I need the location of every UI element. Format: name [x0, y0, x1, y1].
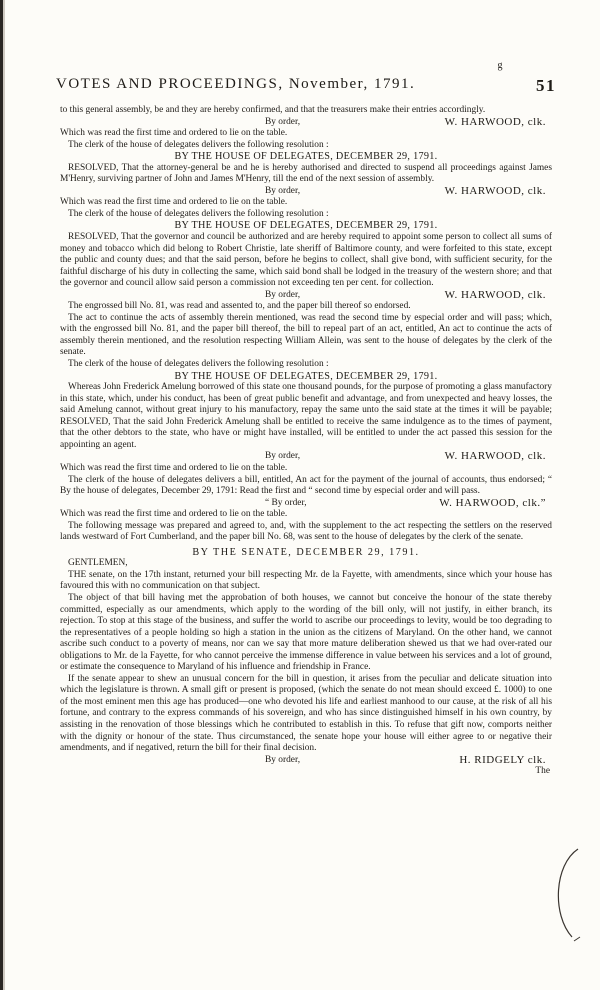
- page-edge-rule: [0, 0, 7, 990]
- paragraph: Which was read the first time and ordered to lie on the table.: [60, 462, 288, 473]
- resolution-heading: BY THE HOUSE OF DELEGATES, DECEMBER 29, 1791.: [174, 220, 438, 232]
- by-order-text: By order,: [265, 185, 301, 196]
- clerk-signature: W. HARWOOD, clk.”: [439, 496, 546, 509]
- paragraph: RESOLVED, That the attorney-general be and he is hereby authorised and directed to suspend all proceedings against James M'Henry, surviving partner of John and James M'Henry, till the end of the next session of assembly.: [60, 162, 552, 185]
- ink-flourish: [548, 845, 588, 945]
- clerk-signature: W. HARWOOD, clk.: [444, 288, 546, 301]
- clerk-signature: W. HARWOOD, clk.: [444, 115, 546, 128]
- paragraph: If the senate appear to shew an unusual concern for the bill in question, it arises from the peculiar and delicate situation into which the legislature is thrown. A small gift or present is proposed, (which the senate do not mean should exceed £. 1000) to one of the most eminent men this age has produced—one who devoted his life and earliest manhood to our cause, at the risk of all his fortune, and contrary to the express commands of his sovereign, and who has since distinguished himself in his own country, by assisting in the renovation of those blessings which he contributed to establish in this. To refuse that gift now, comports neither with the dignity or honour of the state. Thus circumstanced, the senate hope your house will either agree to or negative their amendments, and if negatived, return the bill for their final decision.: [60, 673, 552, 754]
- clerk-signature: H. RIDGELY clk.: [459, 753, 546, 766]
- by-order-text: By order,: [265, 116, 301, 127]
- paragraph: The object of that bill having met the approbation of both houses, we cannot but conceive the honour of the state thereby committed, especially as our amendments, which apply to the wording of the bill only, will not justify, in either branch, its rejection. To stop at this stage of the business, and suffer the world to ascribe our proceedings to levity, would be too degrading to the representatives of a people holding so high a station in the union as the citizens of Maryland. On the other hand, we cannot ascribe such conduct to a poverty of means, nor can we say that more mature deliberation shewed us that we had over-rated our obligations to Mr. de la Fayette, for who cannot perceive the immense difference in value between his services and a lot of ground, or estimate the consequence to Maryland of his influence and friendship in France.: [60, 592, 552, 673]
- resolution-heading: BY THE HOUSE OF DELEGATES, DECEMBER 29, 1791.: [174, 151, 438, 163]
- paragraph: Which was read the first time and ordered to lie on the table.: [60, 128, 288, 139]
- paragraph: Which was read the first time and ordered to lie on the table.: [60, 197, 288, 208]
- paragraph: to this general assembly, be and they are hereby confirmed, and that the treasurers make their entries accordingly.: [60, 105, 486, 115]
- by-order-text: By order,: [265, 451, 301, 462]
- senate-heading: BY THE SENATE, DECEMBER 29, 1791.: [192, 546, 420, 558]
- by-order-text: By order,: [265, 754, 301, 765]
- page-title: VOTES AND PROCEEDINGS, November, 1791.: [56, 76, 416, 92]
- paragraph: Which was read the first time and ordered to lie on the table.: [60, 509, 288, 520]
- signature-line: [60, 498, 552, 510]
- signature-line: [60, 451, 552, 463]
- document-body: [60, 105, 552, 778]
- clerk-signature: W. HARWOOD, clk.: [444, 184, 546, 197]
- signature-line: [60, 117, 552, 129]
- paragraph: The act to continue the acts of assembly therein mentioned, was read the second time by especial order and will pass; which, with the engrossed bill No. 81, and the paper bill thereof, the bill to repeal part of an act, entitled, An act to continue the acts of assembly therein mentioned, and the resolution respecting William Allein, was sent to the house of delegates by the clerk of the senate.: [60, 312, 552, 358]
- paragraph: The clerk of the house of delegates delivers the following resolution :: [68, 359, 329, 370]
- paragraph: The clerk of the house of delegates delivers a bill, entitled, An act for the payment of the journal of accounts, thus endorsed; “ By the house of delegates, December 29, 1791: Read the first and “ second time by especial order and will pass.: [60, 474, 552, 497]
- paragraph: THE senate, on the 17th instant, returned your bill respecting Mr. de la Fayette, with amendments, since which your house has favoured this with no communication on that subject.: [60, 569, 552, 592]
- resolution-heading: BY THE HOUSE OF DELEGATES, DECEMBER 29, 1791.: [174, 370, 438, 382]
- signature-line: [60, 290, 552, 302]
- running-header: [56, 60, 556, 95]
- margin-mark: g: [497, 60, 504, 71]
- paragraph: The clerk of the house of delegates delivers the following resolution :: [68, 139, 329, 150]
- signature-line: [60, 186, 552, 198]
- page-number: 51: [536, 76, 556, 95]
- by-order-text: By order,: [265, 289, 301, 300]
- clerk-signature: W. HARWOOD, clk.: [444, 450, 546, 463]
- paragraph: The clerk of the house of delegates delivers the following resolution :: [68, 208, 329, 219]
- paragraph: GENTLEMEN,: [68, 558, 128, 569]
- catchword: The: [535, 766, 550, 777]
- paragraph: The following message was prepared and agreed to, and, with the supplement to the act respecting the settlers on the reserved lands westward of Fort Cumberland, and the paper bill No. 68, was sent to the house of delegates by the clerk of the senate.: [60, 520, 552, 543]
- paragraph: The engrossed bill No. 81, was read and assented to, and the paper bill thereof so endorsed.: [68, 301, 411, 312]
- signature-line: [60, 755, 552, 767]
- by-order-text: “ By order,: [265, 497, 307, 508]
- paragraph: Whereas John Frederick Amelung borrowed of this state one thousand pounds, for the purpose of promoting a glass manufactory in this state, which, under his conduct, has been of great public benefit and advantage, and from unexpected and heavy losses, the said Amelung cannot, without great injury to his manufactory, repay the same unto the said state at the times it will be payable; RESOLVED, That the said John Frederick Amelung shall be entitled to receive the same indulgence as to the times of payment, that the other debtors to the state, who have or might have installed, will be entitled to under the act passed this session for the appointing an agent.: [60, 382, 552, 450]
- paragraph: RESOLVED, That the governor and council be authorized and are hereby required to appoint some person to collect all sums of money and tobacco which did belong to Robert Christie, late sheriff of Baltimore county, and were forfeited to this state, except the public and county dues; and that the said person, before he begins to collect, shall give bond, with sufficient security, for the faithful discharge of his duty in collecting the same, which said bond shall be lodged in the treasury of the western shore; and that the governor and council allow said person a commission not exceeding ten per cent. for collection.: [60, 232, 552, 289]
